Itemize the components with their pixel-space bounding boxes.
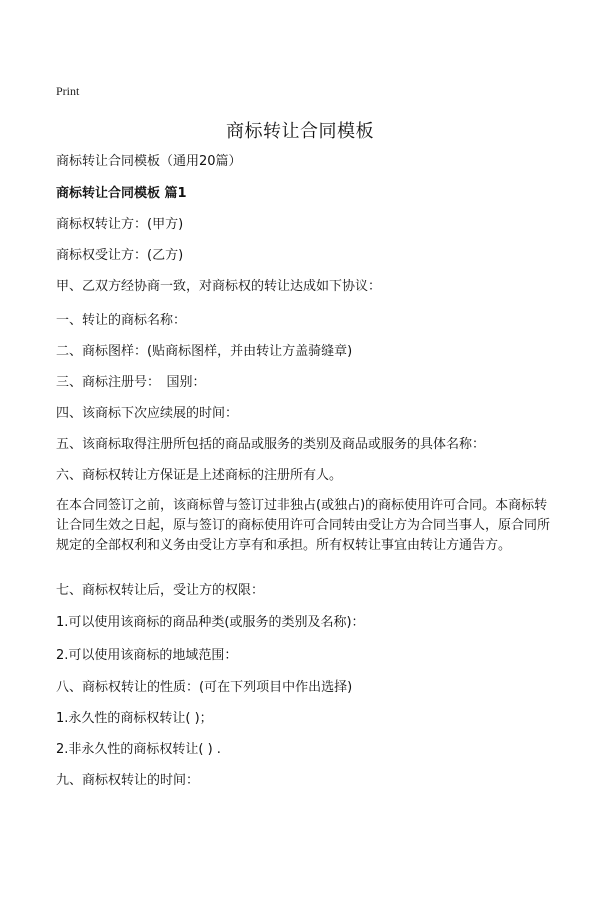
clause-8-item-2-line: 2.非永久性的商标权转让( ) .	[56, 742, 221, 757]
transferee-line: 商标权受让方：(乙方)	[56, 248, 184, 263]
clause-8-line: 八、商标权转让的性质：(可在下列项目中作出选择)	[56, 680, 353, 695]
document-subtitle: 商标转让合同模板（通用20篇）	[56, 154, 242, 169]
clause-7-item-1-line: 1.可以使用该商标的商品种类(或服务的类别及名称)：	[56, 615, 365, 630]
section-heading: 商标转让合同模板 篇1	[56, 186, 187, 201]
clause-6-line: 六、商标权转让方保证是上述商标的注册所有人。	[56, 468, 343, 483]
agreement-intro-line: 甲、乙双方经协商一致，对商标权的转让达成如下协议：	[56, 279, 382, 294]
clause-8-item-1-line: 1.永久性的商标权转让( )；	[56, 711, 213, 726]
clause-9-line: 九、商标权转让的时间：	[56, 773, 200, 788]
clause-4-line: 四、该商标下次应续展的时间：	[56, 406, 239, 421]
print-link[interactable]: Print	[56, 84, 80, 98]
clause-5-line: 五、该商标取得注册所包括的商品或服务的类别及商品或服务的具体名称：	[56, 437, 486, 452]
clause-7-line: 七、商标权转让后，受让方的权限：	[56, 583, 265, 598]
document-title: 商标转让合同模板	[226, 121, 374, 142]
clause-1-line: 一、转让的商标名称：	[56, 313, 187, 328]
clause-7-item-2-line: 2.可以使用该商标的地域范围：	[56, 648, 238, 663]
transferor-line: 商标权转让方：(甲方)	[56, 217, 184, 232]
license-paragraph: 在本合同签订之前，该商标曾与签订过非独占(或独占)的商标使用许可合同。本商标转让合同生效之日起，原与签订的商标使用许可合同转由受让方为合同当事人，原合同所规定的全部权利和义务由受让方享有和承担。所有权转让事宜由转让方通告方。	[56, 498, 551, 553]
clause-3-line: 三、商标注册号： 国别：	[56, 375, 206, 390]
clause-2-line: 二、商标图样：(贴商标图样，并由转让方盖骑缝章)	[56, 344, 353, 359]
